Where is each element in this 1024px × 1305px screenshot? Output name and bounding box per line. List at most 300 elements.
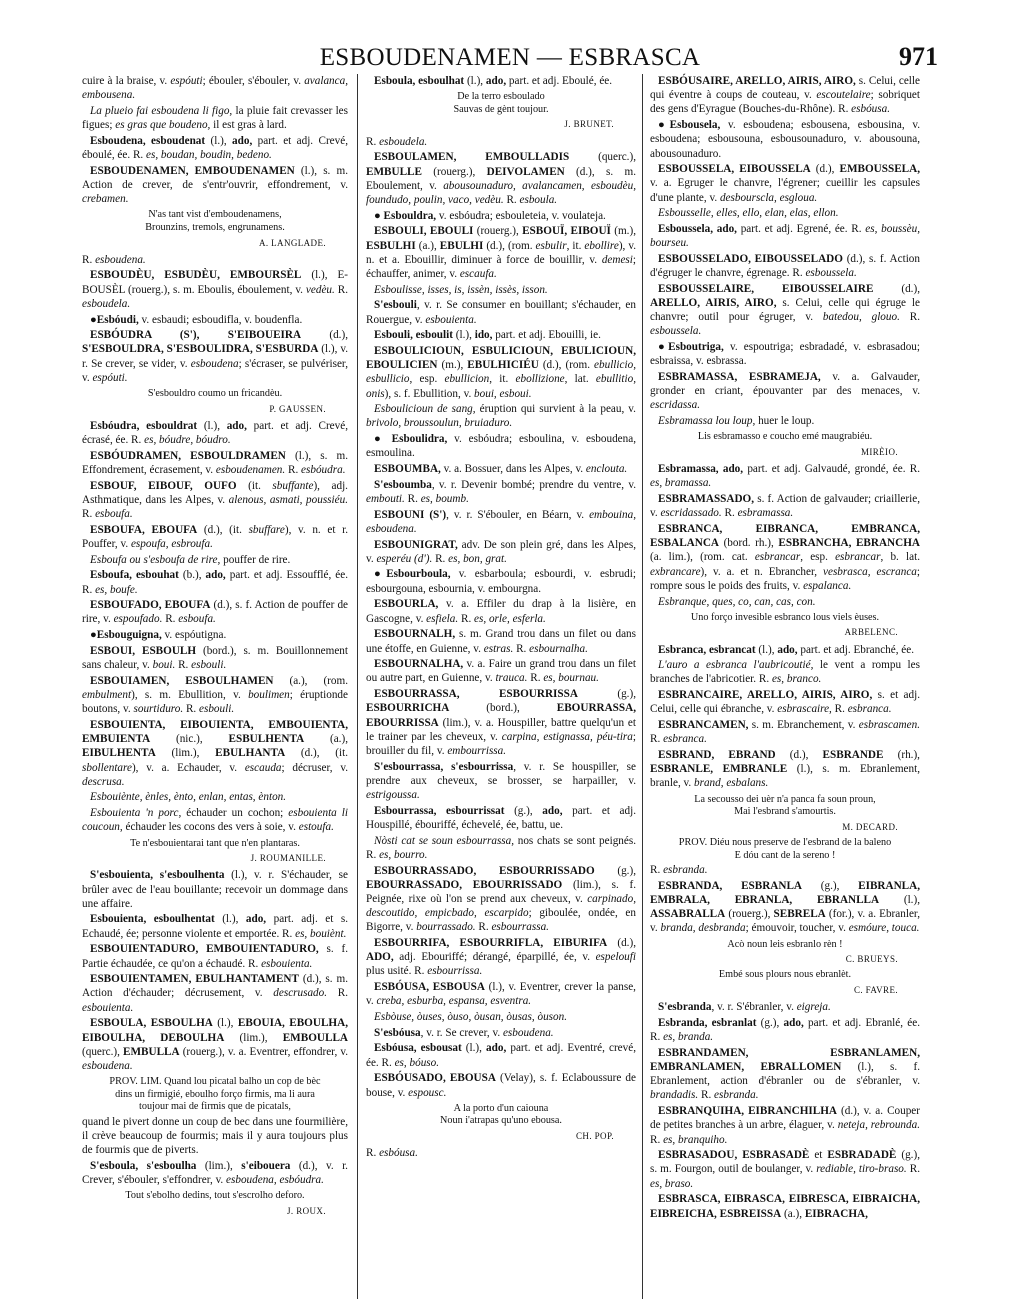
entry-text: (rouerg.),: [473, 225, 523, 238]
dictionary-entry: [82, 253, 348, 267]
headword: ESBOURRIFA, ESBOURRIFLA, EIBURIFA: [374, 937, 608, 950]
italic-text: esboudena.: [502, 1026, 554, 1039]
entry-text: (l.), v. r. S'échauder, se brûler avec de l'eau bouillante; recevoir un dommage dans une affaire.: [82, 869, 348, 910]
dictionary-entry: [650, 462, 920, 490]
headword: ESBOUNIGRAT,: [374, 538, 458, 551]
dictionary-entry: [366, 402, 636, 430]
dictionary-entry: [366, 1026, 636, 1040]
italic-text: espoufa, esbroufa.: [130, 537, 213, 550]
dictionary-entry: [82, 806, 348, 834]
dictionary-entry: [82, 104, 348, 132]
italic-text: esboussela.: [650, 325, 702, 338]
headword: ado,: [232, 134, 253, 147]
italic-text: exbrancare: [650, 565, 701, 578]
italic-text: La plueio fai esboudena li figo,: [90, 104, 233, 117]
italic-text: sbollentare: [82, 761, 132, 774]
entry-text: R.: [82, 253, 96, 266]
entry-text: éruption qui survient à la peau, v.: [475, 403, 636, 416]
text-column-middle: [366, 74, 636, 1162]
headword: ESBOUIAMEN, ESBOULHAMEN: [90, 674, 274, 687]
italic-text: Esbòuse, òuses, òuso, òusan, òusas, òuson.: [374, 1011, 567, 1024]
headword: ●Esboutriga,: [658, 341, 724, 354]
entry-text: R.: [527, 672, 544, 685]
italic-text: espeloufi: [595, 951, 636, 964]
quotation: PROV. LIM. Quand lou picatal balho un cop de bèc dins un firmigié, eboulho forço firmis, ma li aura toujour mai de firmis que de picatals,: [109, 1076, 321, 1113]
headword: Esbramassa,: [658, 463, 719, 476]
entry-text: R.: [650, 1133, 664, 1146]
entry-text: (rh.),: [883, 748, 920, 761]
entry-text: (d.), (it.: [285, 747, 348, 760]
entry-text: huer le loup.: [755, 415, 815, 428]
dictionary-entry: [650, 688, 920, 716]
italic-text: es, branda.: [663, 1031, 714, 1044]
headword: EBOURRASSADO, EBOURRISSADO: [366, 878, 563, 891]
quotation: Embé sous plours nous ebranlèt.: [718, 969, 852, 981]
dictionary-entry: [82, 1016, 348, 1073]
headword: Esboussela,: [658, 223, 714, 236]
quotation: PROV. Diéu nous preserve de l'esbrand de la baleno E dóu cant de la sereno !: [678, 836, 892, 861]
entry-text: ), s. f. Ebullition, v.: [384, 387, 475, 400]
headword: ESBOUÏ, EIBOUÏ: [522, 225, 611, 238]
headword: ● Esboulidra,: [374, 433, 448, 446]
entry-text: (a.),: [415, 239, 440, 252]
dictionary-entry: [366, 1071, 636, 1099]
italic-text: es, bramassa.: [650, 477, 712, 490]
quotation-source: J. ROUX.: [287, 1206, 326, 1217]
headword: DEIVOLAMEN: [486, 165, 565, 178]
italic-text: es, boufe.: [95, 583, 138, 596]
entry-text: (l.), s. f. Ebranlement, action d'ébranler ou de s'ébranler, v.: [650, 1061, 921, 1088]
italic-text: demesi: [601, 253, 633, 266]
headword: Esboufa, esbouhat: [90, 569, 179, 582]
italic-text: espóuti.: [92, 371, 128, 384]
entry-text: , it.: [566, 239, 585, 252]
italic-text: eigreja.: [796, 1001, 831, 1014]
entry-text: (a.), (rom.: [273, 674, 348, 687]
headword: EBOUIA, EBOULHA, EIBOULHA, DEBOULHA: [82, 1017, 349, 1044]
entry-text: la pluie fait crevasser les figues;: [82, 104, 348, 132]
italic-text: esbóusa.: [379, 1147, 418, 1160]
quotation-source: P. GAUSSEN.: [269, 403, 326, 414]
column-rule-right: [642, 74, 643, 1299]
entry-text: v. a. Galvauder, gronder en criant, épouvanter par des menaces, v.: [650, 371, 920, 398]
dictionary-entry: [82, 1115, 348, 1158]
dictionary-entry: [650, 1016, 920, 1044]
italic-text: branda, desbranda: [660, 922, 746, 935]
headword: EMBULLE: [366, 165, 422, 178]
italic-text: abousounaduro, avalancamen, esboudèu, foundudo, poulin, vaco, vedèu.: [366, 179, 636, 206]
italic-text: alenous, asmati, poussiéu.: [228, 493, 348, 506]
headword: S'esboumba: [374, 478, 432, 491]
dictionary-entry: [366, 760, 636, 803]
entry-text: R.: [285, 463, 302, 476]
headword: ESBOUF, EIBOUF, OUFO: [90, 479, 237, 492]
dictionary-entry: [650, 206, 920, 220]
entry-text: R.: [366, 135, 380, 148]
headword: Esboula, esboulhat: [374, 75, 465, 87]
entry-text: part. et adj. Galvaudé, grondé, ée. R.: [743, 463, 920, 476]
italic-text: esfiela.: [426, 612, 459, 625]
dictionary-entry: [366, 1041, 636, 1069]
entry-text: v. espóutigna.: [161, 629, 227, 642]
dictionary-entry: [650, 718, 920, 746]
italic-text: sbuffante: [272, 479, 314, 492]
italic-text: embouti.: [366, 492, 405, 505]
italic-text: ebullitio, onis: [366, 373, 636, 400]
entry-text: (bord.),: [449, 702, 557, 715]
entry-text: (l.), s. m. Effondrement, écrasement, v.: [82, 449, 348, 476]
entry-text: (l.), s. m. Action de crever, de s'entr'ouvrir, effondrement, v.: [82, 164, 348, 191]
dictionary-entry: [366, 462, 636, 476]
entry-text: (querc.),: [82, 1045, 124, 1058]
entry-text: (rouerg.), v. a. Eventrer, effondrer, v.: [179, 1045, 349, 1058]
italic-text: boui, esboui.: [474, 387, 532, 400]
italic-text: esbouienta.: [82, 1001, 134, 1014]
entry-text: part. adj. et s. Echaudé, ée; personne violente et emportée. R.: [82, 913, 348, 940]
headword: ESBOUIENTADURO, EMBOUIENTADURO,: [90, 943, 319, 956]
headword: ESBOUSSELADO, EIBOUSSELADO: [658, 252, 843, 265]
entry-text: R.: [162, 613, 179, 626]
dictionary-entry: [82, 523, 348, 551]
entry-text: (rouerg.),: [421, 165, 487, 178]
headword: ●Esbourboula,: [374, 568, 451, 581]
entry-text: R.: [906, 1163, 920, 1176]
dictionary-entry: [366, 432, 636, 460]
headword: EIBRANLA, EMBRALA, EBRANLA, EBRANLLA: [650, 879, 921, 907]
entry-text: R.: [327, 987, 348, 1000]
italic-text: esbourrissa.: [427, 965, 483, 978]
italic-text: es, braso.: [650, 1177, 694, 1190]
headword: S'esbouli: [374, 299, 417, 312]
dictionary-entry: [366, 567, 636, 595]
italic-text: esboudena: [190, 357, 239, 370]
headword: ESBRANDAMEN, ESBRANLAMEN, EMBRANLAMEN, EBRALLOMEN: [650, 1046, 920, 1074]
entry-text: ), v. n. et a. Ebouillir, diminuer à force de bouillir, v.: [366, 239, 637, 266]
dictionary-entry: [366, 538, 636, 566]
italic-text: bourrassado.: [416, 921, 476, 934]
italic-text: brivolo, broussoulun, bruiaduro.: [366, 417, 513, 430]
entry-text: ; décruser, v.: [281, 761, 349, 774]
headword: ESBOUI, ESBOULH: [90, 644, 197, 657]
headword: ADO,: [366, 951, 394, 964]
headword: S'esbouienta, s'esboulhenta: [90, 869, 225, 882]
entry-text: v. a. Bossuer, dans les Alpes, v.: [440, 463, 586, 476]
entry-text: (g.),: [756, 1016, 784, 1029]
italic-text: esboudela.: [379, 135, 428, 148]
italic-text: es, bournau.: [543, 672, 599, 685]
entry-text: (g.),: [802, 879, 859, 892]
italic-text: trauca.: [495, 672, 528, 685]
dictionary-entry: [82, 912, 348, 940]
entry-text: quand le pivert donne un coup de bec dans une fourmilière, il crève beaucoup de fourmis; mais il y aura toujours plus de fourmis que de piverts.: [82, 1115, 348, 1157]
running-head: ESBOUDENAMEN — ESBRASCA: [319, 44, 701, 71]
entry-text: , v. r. Devenir bombé; prendre du ventre, v.: [431, 478, 636, 491]
entry-text: (g.), s. m. Fourgon, outil de boulanger, v.: [650, 1149, 920, 1176]
headword: ESBRANDE: [822, 748, 884, 761]
entry-text: ), v. a. et n. Ebrancher,: [700, 565, 824, 578]
entry-text: ; éruptionde boutons, v.: [82, 689, 348, 716]
dictionary-entry: [650, 1104, 920, 1147]
italic-text: brand, esbalans.: [694, 777, 769, 790]
italic-text: esboudena.: [95, 253, 146, 266]
quotation: S'esbouldro coumo un fricandèu.: [147, 388, 283, 400]
headword: ESBRAMASSA, ESBRAMEJA,: [658, 371, 821, 384]
entry-text: (querc.),: [569, 151, 636, 164]
entry-text: , v. r. S'ébranler, v.: [711, 1001, 797, 1014]
italic-text: escaufa.: [459, 267, 497, 280]
entry-text: v. a. Effiler du drap à la lisière, en Gascogne, v.: [366, 598, 636, 625]
headword: ado,: [226, 419, 247, 432]
entry-text: , esp.: [800, 551, 836, 564]
italic-text: vesbrasca, escranca: [823, 565, 917, 578]
headword: ESBRADADÈ: [827, 1149, 897, 1162]
entry-text: v. espoutriga; esbradadé, v. esbrasadou; esbraissa, v. esbrassa.: [650, 341, 920, 368]
italic-text: esbourrassa.: [491, 921, 549, 934]
entry-text: ; échauffer, animer, v.: [366, 253, 636, 280]
headword: ESBÓUSADO, EBOUSA: [374, 1072, 496, 1085]
entry-text: (d.), (it.: [197, 523, 249, 536]
italic-text: esbrascamen.: [858, 719, 920, 732]
dictionary-entry: [366, 597, 636, 625]
dictionary-entry: [650, 252, 920, 280]
text-column-right: [650, 74, 920, 1222]
italic-text: esbulir: [535, 239, 567, 252]
italic-text: esboufa.: [95, 508, 133, 521]
headword: ESBRANCA, EIBRANCA, EMBRANCA, ESBALANCA: [650, 522, 920, 550]
italic-text: estrigoussa.: [366, 789, 420, 802]
entry-text: (l.),: [755, 643, 778, 656]
entry-text: (lim.),: [196, 1160, 242, 1173]
dictionary-entry: [82, 419, 348, 447]
entry-text: R.: [183, 703, 199, 716]
entry-text: (d.),: [301, 329, 348, 342]
headword: S'esbóusa: [374, 1026, 421, 1039]
headword: ESBRANQUIHA, EIBRANCHILHA: [658, 1105, 837, 1118]
entry-text: , v. r. Se consumer en bouillant; s'échauder, en Rouergue, v.: [366, 299, 636, 326]
dictionary-entry: [82, 718, 348, 789]
italic-text: espoufado.: [113, 613, 163, 626]
italic-text: esbouienta.: [261, 957, 313, 970]
headword: ESBOUFADO, EBOUFA: [90, 599, 211, 612]
entry-text: R.: [899, 311, 920, 324]
headword: EBULHI: [439, 239, 484, 252]
entry-text: cuire à la braise, v.: [82, 75, 171, 87]
entry-text: part. et adj. Eventré, crevé, ée. R.: [366, 1042, 636, 1069]
entry-text: adv. De son plein gré, dans les Alpes, v.: [366, 538, 636, 565]
quotation-source: A. LANGLADE.: [258, 237, 326, 248]
headword: ESBOUIENTAMEN, EBULHANTAMENT: [90, 973, 299, 986]
dictionary-entry: [366, 508, 636, 536]
italic-text: carpinado, descoutido, empicbado, escarpido: [366, 892, 636, 920]
headword: ESBOURRICHA: [366, 702, 450, 715]
dictionary-entry: [82, 628, 348, 642]
entry-text: (d.), s. f. Action de pouffer de rire, v.: [82, 599, 349, 626]
entry-text: (d.),: [810, 163, 840, 176]
italic-text: espalanca.: [803, 579, 852, 592]
entry-text: (d.), v. r. Crever, s'ébouler, s'effondrer, v.: [82, 1160, 348, 1187]
italic-text: estoufa.: [298, 821, 334, 834]
italic-text: esboudena, esbóudra.: [226, 1174, 324, 1187]
headword: EBOURRASSA, EBOURRISSA: [366, 702, 636, 729]
italic-text: sbuffare: [248, 523, 285, 536]
entry-text: ; brouiller du fil, v.: [366, 730, 636, 757]
entry-text: R.: [82, 508, 96, 521]
entry-text: échauder les cocons des vers à soie, v.: [122, 821, 299, 834]
italic-text: esbranca.: [847, 703, 892, 716]
entry-text: part. et adj. Essoufflé, ée. R.: [82, 569, 349, 596]
entry-text: part. et adj. Ebranché, ée.: [797, 643, 915, 656]
entry-text: (d.),: [607, 937, 636, 950]
headword: EMBOULLA: [282, 1031, 348, 1044]
italic-text: ebollizione: [515, 373, 565, 386]
entry-text: (Velay), s. f. Eclaboussure de bouse, v.: [366, 1072, 636, 1099]
italic-text: es, orle, esferla.: [474, 612, 546, 625]
headword: ● Esbouldra,: [374, 209, 437, 222]
entry-text: (for.), v. a. Ebranler, v.: [650, 908, 920, 935]
dictionary-entry: [366, 74, 636, 88]
italic-text: esbranda.: [663, 864, 708, 877]
dictionary-entry: [82, 449, 348, 477]
entry-text: (g.),: [594, 864, 636, 877]
entry-text: (d.),: [873, 282, 921, 295]
entry-text: (m.),: [610, 225, 636, 238]
entry-text: v. esboudena; esbousena, esbousina, v. esboudena; esbousouna, esbousounaduro, v. abousouna, abousounaduro.: [650, 119, 920, 160]
italic-text: ebullicion: [444, 373, 490, 386]
entry-text: s. et adj. Celui, celle qui ébranche, v.: [650, 689, 920, 716]
entry-text: (d.), (rom.: [538, 359, 595, 372]
entry-text: (l.),: [212, 1017, 238, 1030]
italic-text: es, bóudre, bóudro.: [144, 434, 231, 447]
headword: ado,: [245, 913, 267, 926]
entry-text: plus usité. R.: [366, 965, 428, 978]
headword: ESBRAND, EBRAND: [658, 748, 776, 761]
dictionary-entry: [366, 1010, 636, 1024]
headword: EBULHICIÉU: [467, 359, 539, 372]
dictionary-entry: [366, 657, 636, 685]
italic-text: Esboulicioun de sang,: [374, 403, 476, 416]
quotation: Lis esbramasso e coucho emé maugrabiéu.: [697, 431, 873, 443]
dictionary-entry: [366, 328, 636, 342]
entry-text: ), adj. Asthmatique, dans les Alpes, v.: [82, 479, 348, 506]
dictionary-entry: [82, 164, 348, 207]
headword: ESBOURLA,: [374, 598, 439, 611]
headword: ESBRANCAMEN,: [658, 719, 749, 732]
italic-text: esbrancar: [754, 551, 801, 564]
quotation: Uno forço invesible esbranco lous viels èuses.: [690, 611, 880, 623]
headword: S'esbranda: [658, 1001, 712, 1014]
headword: ASSABRALLA: [650, 908, 726, 921]
dictionary-entry: [650, 414, 920, 428]
headword: ESBÓUSA, ESBOUSA: [374, 981, 485, 994]
headword: ado,: [542, 804, 563, 817]
entry-text: part. et adj. Egrené, ée. R.: [736, 223, 866, 236]
italic-text: esmóure, touca.: [848, 922, 920, 935]
entry-text: (nic.),: [150, 733, 229, 746]
dictionary-entry: [82, 790, 348, 804]
headword: ARELLO, AIRIS, AIRO,: [650, 297, 777, 310]
italic-text: esbramassa.: [737, 507, 794, 520]
dictionary-entry: [82, 479, 348, 522]
entry-text: ; sobriquet des gens d'Eyrague (Bouches-du-Rhône). R.: [650, 89, 920, 116]
dictionary-entry: [82, 644, 348, 672]
dictionary-entry: [82, 74, 348, 102]
headword: Esbouli, esboulit: [374, 329, 453, 342]
italic-text: vedèu.: [305, 283, 335, 296]
entry-text: R.: [458, 612, 475, 625]
entry-text: ; s'écraser, se pulvériser, v.: [82, 357, 348, 384]
italic-text: esbournalha.: [529, 642, 588, 655]
italic-text: rediable, tiro-braso.: [816, 1163, 907, 1176]
dictionary-entry: [82, 674, 348, 717]
entry-text: (d.), s. f. Action d'égruger le chanvre, égrenage. R.: [650, 252, 920, 280]
italic-text: es, bourro.: [379, 848, 428, 861]
italic-text: esboufa.: [178, 613, 216, 626]
italic-text: esbrancar: [835, 551, 881, 564]
italic-text: espóuti: [170, 75, 203, 87]
entry-text: part. et adj. Ebranlé, ée. R.: [650, 1016, 920, 1044]
entry-text: (lim.),: [224, 1031, 283, 1044]
dictionary-entry: [650, 370, 920, 413]
italic-text: es, bóuso.: [394, 1056, 440, 1069]
headword: ESBOULI, EBOULI: [374, 225, 474, 238]
headword: ESBÓUSAIRE, ARELLO, AIRIS, AIRO,: [658, 75, 856, 87]
headword: Esbranca, esbrancat: [658, 643, 756, 656]
italic-text: escridassa.: [650, 399, 701, 412]
italic-text: Nòsti cat se soun esbourrassa,: [374, 834, 515, 847]
headword: ado,: [485, 75, 507, 87]
italic-text: esbouienta li coucoun,: [82, 807, 348, 834]
dictionary-entry: [650, 162, 920, 205]
headword: ESBULHI: [366, 239, 416, 252]
headword: Esboudena, esboudenat: [90, 134, 206, 147]
entry-text: , esp.: [409, 373, 445, 386]
headword: ESBOULAMEN, EMBOULLADIS: [374, 151, 570, 164]
quotation: De la terro esboulado Sauvas de gènt toujour.: [453, 91, 549, 115]
headword: ESBÓUDRAMEN, ESBOULDRAMEN: [90, 449, 286, 462]
headword: ido,: [474, 329, 493, 342]
entry-text: (l.),: [452, 329, 475, 342]
dictionary-entry: [650, 643, 920, 657]
entry-text: ; rompre sous le poids des fruits, v.: [650, 565, 921, 592]
italic-text: embouina, esboudena.: [366, 508, 636, 535]
quotation: Te n'esbouientarai tant que n'en plantaras.: [130, 837, 300, 849]
dictionary-entry: [82, 134, 348, 162]
dictionary-entry: [366, 1146, 636, 1160]
entry-text: R.: [721, 507, 738, 520]
entry-text: (lim.),: [155, 747, 216, 760]
dictionary-entry: [82, 942, 348, 970]
italic-text: es gras que boudeno,: [115, 119, 211, 132]
dictionary-entry: [366, 298, 636, 326]
entry-text: part. et adj. Houspillé, ébouriffé, échevelé, ée, battu, ue.: [366, 804, 636, 831]
quotation: Tout s'ebolho dedins, tout s'escrolho deforo.: [125, 1190, 305, 1202]
headword: Esbourrassa, esbourrissat: [374, 804, 505, 817]
italic-text: es, bon, grat.: [448, 552, 507, 565]
italic-text: crebamen.: [82, 193, 129, 206]
quotation: A la porto d'un caiouna Noun i'atrapas qu'uno ebousa.: [440, 1102, 562, 1127]
italic-text: es, branquiho.: [663, 1133, 728, 1146]
headword: ●Esbousela,: [658, 119, 721, 132]
italic-text: estras.: [483, 642, 514, 655]
headword: S'esbourrassa, s'esbourrissa: [374, 760, 514, 773]
headword: ESBÓUDRA (S'), S'EIBOUEIRA: [90, 329, 302, 342]
entry-text: (g.),: [504, 804, 543, 817]
entry-text: s. f. Partie échaudée, ce qu'on a échaudé. R.: [82, 943, 348, 970]
italic-text: es, boudan, boudin, bedeno.: [146, 149, 272, 162]
entry-text: échauder un cochon;: [181, 807, 289, 820]
dictionary-entry: [366, 478, 636, 506]
italic-text: Esboulisse, isses, is, issèn, issès, isson.: [374, 283, 548, 296]
